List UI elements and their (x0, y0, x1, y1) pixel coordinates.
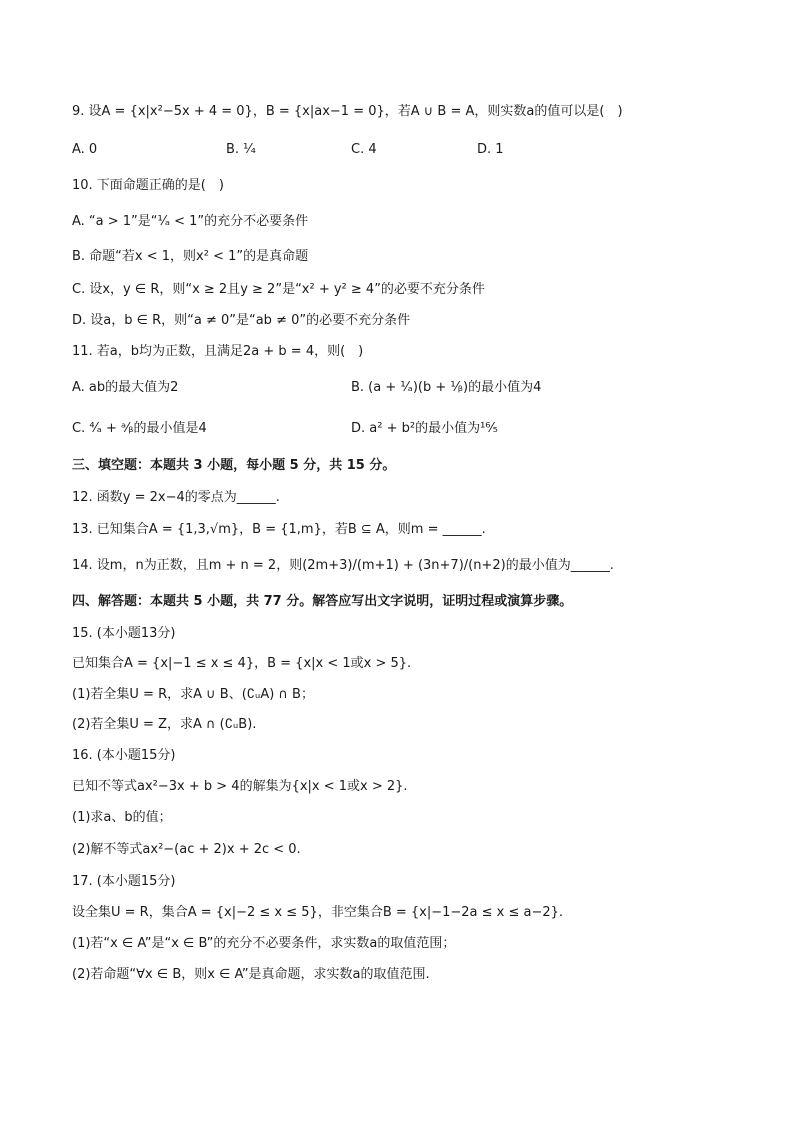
q17-title: 17. (本小题15分) (72, 874, 176, 889)
q14-text: 14. 设m，n为正数，且m + n = 2，则(2m+3)/(m+1) + (3n+7)/(n+2)的最小值为______. (72, 558, 614, 573)
q9-option-d: D. 1 (477, 142, 504, 157)
q17-part1: (1)若“x ∈ A”是“x ∈ B”的充分不必要条件，求实数a的取值范围； (72, 936, 456, 951)
q11-option-a: A. ab的最大值为2 (72, 380, 179, 395)
q15-text: 已知集合A = {x|−1 ≤ x ≤ 4}，B = {x|x < 1或x > 5}. (72, 656, 412, 671)
q16-part1: (1)求a、b的值； (72, 810, 172, 825)
q15-title: 15. (本小题13分) (72, 626, 176, 641)
q10-option-d: D. 设a，b ∈ R，则“a ≠ 0”是“ab ≠ 0”的必要不充分条件 (72, 313, 411, 328)
q17-part2: (2)若命题“∀x ∈ B，则x ∈ A”是真命题，求实数a的取值范围. (72, 967, 430, 982)
q10-option-b: B. 命题“若x < 1，则x² < 1”的是真命题 (72, 249, 309, 264)
q16-title: 16. (本小题15分) (72, 748, 176, 763)
q15-part2: (2)若全集U = Z，求A ∩ (∁ᵤB). (72, 717, 257, 732)
q9-stem: 9. 设A = {x|x²−5x + 4 = 0}，B = {x|ax−1 = 0}，若A ∪ B = A，则实数a的值可以是( ) (72, 104, 623, 119)
q10-option-a: A. “a > 1”是“¹⁄ₐ < 1”的充分不必要条件 (72, 214, 309, 229)
q13-text: 13. 已知集合A = {1,3,√m}，B = {1,m}，若B ⊆ A，则m = ______. (72, 522, 486, 537)
section4-heading: 四、解答题：本题共 5 小题，共 77 分。解答应写出文字说明，证明过程或演算步骤。 (72, 594, 573, 609)
q16-text: 已知不等式ax²−3x + b > 4的解集为{x|x < 1或x > 2}. (72, 779, 408, 794)
q11-stem: 11. 若a，b均为正数，且满足2a + b = 4，则( ) (72, 344, 364, 359)
q11-option-b: B. (a + ¹⁄ₐ)(b + ¹⁄ᵦ)的最小值为4 (351, 380, 542, 395)
q15-part1: (1)若全集U = R，求A ∪ B、(∁ᵤA) ∩ B； (72, 687, 314, 702)
q11-option-d: D. a² + b²的最小值为¹⁶⁄₅ (351, 421, 498, 436)
q10-option-c: C. 设x，y ∈ R，则“x ≥ 2且y ≥ 2”是“x² + y² ≥ 4”的必要不充分条件 (72, 282, 485, 297)
q17-text: 设全集U = R，集合A = {x|−2 ≤ x ≤ 5}，非空集合B = {x|−1−2a ≤ x ≤ a−2}. (72, 905, 564, 920)
q11-option-c: C. ⁴⁄ₐ + ᵃ⁄ᵦ的最小值是4 (72, 421, 207, 436)
q16-part2: (2)解不等式ax²−(ac + 2)x + 2c < 0. (72, 842, 301, 857)
section3-heading: 三、填空题：本题共 3 小题，每小题 5 分，共 15 分。 (72, 458, 396, 473)
q9-option-b: B. ¹⁄₄ (226, 142, 256, 157)
q9-option-c: C. 4 (351, 142, 377, 157)
q12-text: 12. 函数y = 2x−4的零点为______. (72, 490, 280, 505)
q10-stem: 10. 下面命题正确的是( ) (72, 178, 224, 193)
q9-option-a: A. 0 (72, 142, 98, 157)
